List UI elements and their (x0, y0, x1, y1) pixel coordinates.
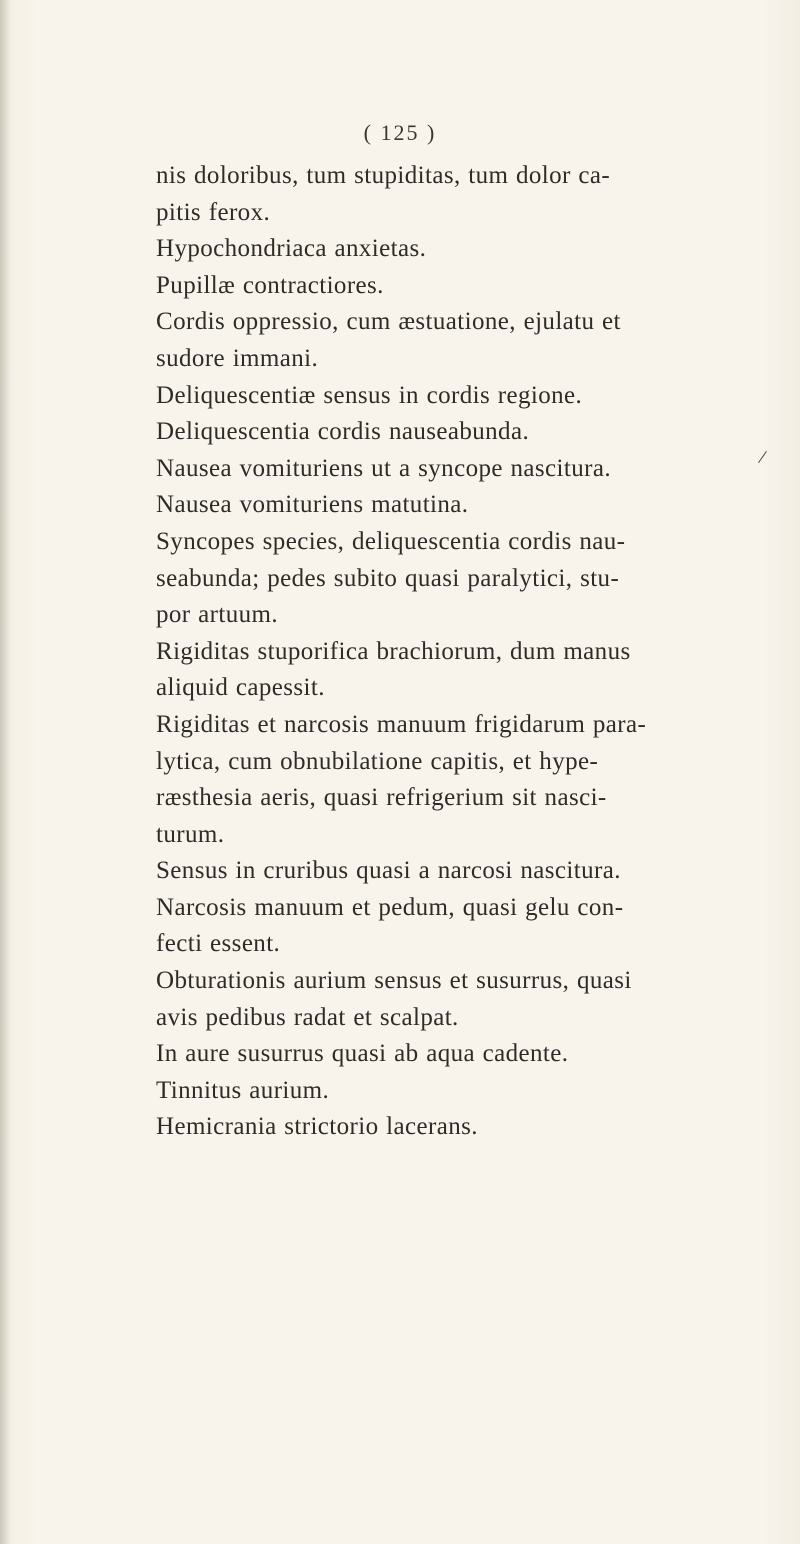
symptom-entry (156, 158, 736, 231)
entry-line: turum. (156, 820, 225, 848)
entry-line: Nausea vomituriens matutina. (156, 491, 469, 519)
symptom-entry (156, 963, 736, 1036)
ink-mark (758, 451, 767, 463)
entry-line: aliquid capessit. (156, 674, 325, 702)
entry-line: Pupillæ contractiores. (156, 271, 384, 299)
symptom-entry (156, 268, 736, 305)
entry-line: ræsthesia aeris, quasi refrigerium sit nasci- (156, 784, 607, 812)
entry-line: Sensus in cruribus quasi a narcosi nascitura. (156, 857, 621, 885)
entry-line: Rigiditas et narcosis manuum frigidarum para- (156, 710, 647, 738)
symptom-entry (156, 414, 736, 451)
symptom-entry (156, 1073, 736, 1110)
symptom-entry (156, 524, 736, 634)
entry-line: fecti essent. (156, 930, 281, 958)
symptom-entry (156, 634, 736, 707)
entry-line: Narcosis manuum et pedum, quasi gelu con- (156, 893, 624, 921)
entry-line: Deliquescentia cordis nauseabunda. (156, 418, 530, 446)
page-number: ( 125 ) (363, 120, 437, 145)
entry-line: seabunda; pedes subito quasi paralytici, stu- (156, 564, 620, 592)
symptom-entry (156, 487, 736, 524)
symptom-entry (156, 1036, 736, 1073)
symptom-list (156, 158, 736, 1146)
symptom-entry (156, 231, 736, 268)
symptom-entry (156, 890, 736, 963)
entry-line: Cordis oppressio, cum æstuatione, ejulatu et (156, 308, 621, 336)
symptom-entry (156, 707, 736, 853)
symptom-entry (156, 1109, 736, 1146)
entry-line: por artuum. (156, 601, 279, 629)
entry-line: Rigiditas stuporifica brachiorum, dum manus (156, 637, 631, 665)
entry-line: Syncopes species, deliquescentia cordis nau- (156, 527, 626, 555)
entry-line: Obturationis aurium sensus et susurrus, quasi (156, 967, 632, 995)
binding-shadow (0, 0, 10, 1544)
entry-line: nis doloribus, tum stupiditas, tum dolor ca- (156, 162, 611, 189)
entry-line: Hemicrania strictorio lacerans. (156, 1113, 478, 1141)
entry-line: Hypochondriaca anxietas. (156, 235, 427, 263)
entry-line: pitis ferox. (156, 198, 271, 226)
entry-line: lytica, cum obnubilatione capitis, et hype- (156, 747, 599, 775)
entry-line: avis pedibus radat et scalpat. (156, 1003, 459, 1031)
entry-line: In aure susurrus quasi ab aqua cadente. (156, 1040, 569, 1068)
entry-line: Nausea vomituriens ut a syncope nascitura. (156, 454, 612, 482)
symptom-entry (156, 451, 736, 488)
symptom-entry (156, 853, 736, 890)
entry-line: sudore immani. (156, 344, 319, 372)
symptom-entry (156, 378, 736, 415)
symptom-entry (156, 304, 736, 377)
entry-line: Deliquescentiæ sensus in cordis regione. (156, 381, 583, 409)
entry-line: Tinnitus aurium. (156, 1076, 330, 1104)
